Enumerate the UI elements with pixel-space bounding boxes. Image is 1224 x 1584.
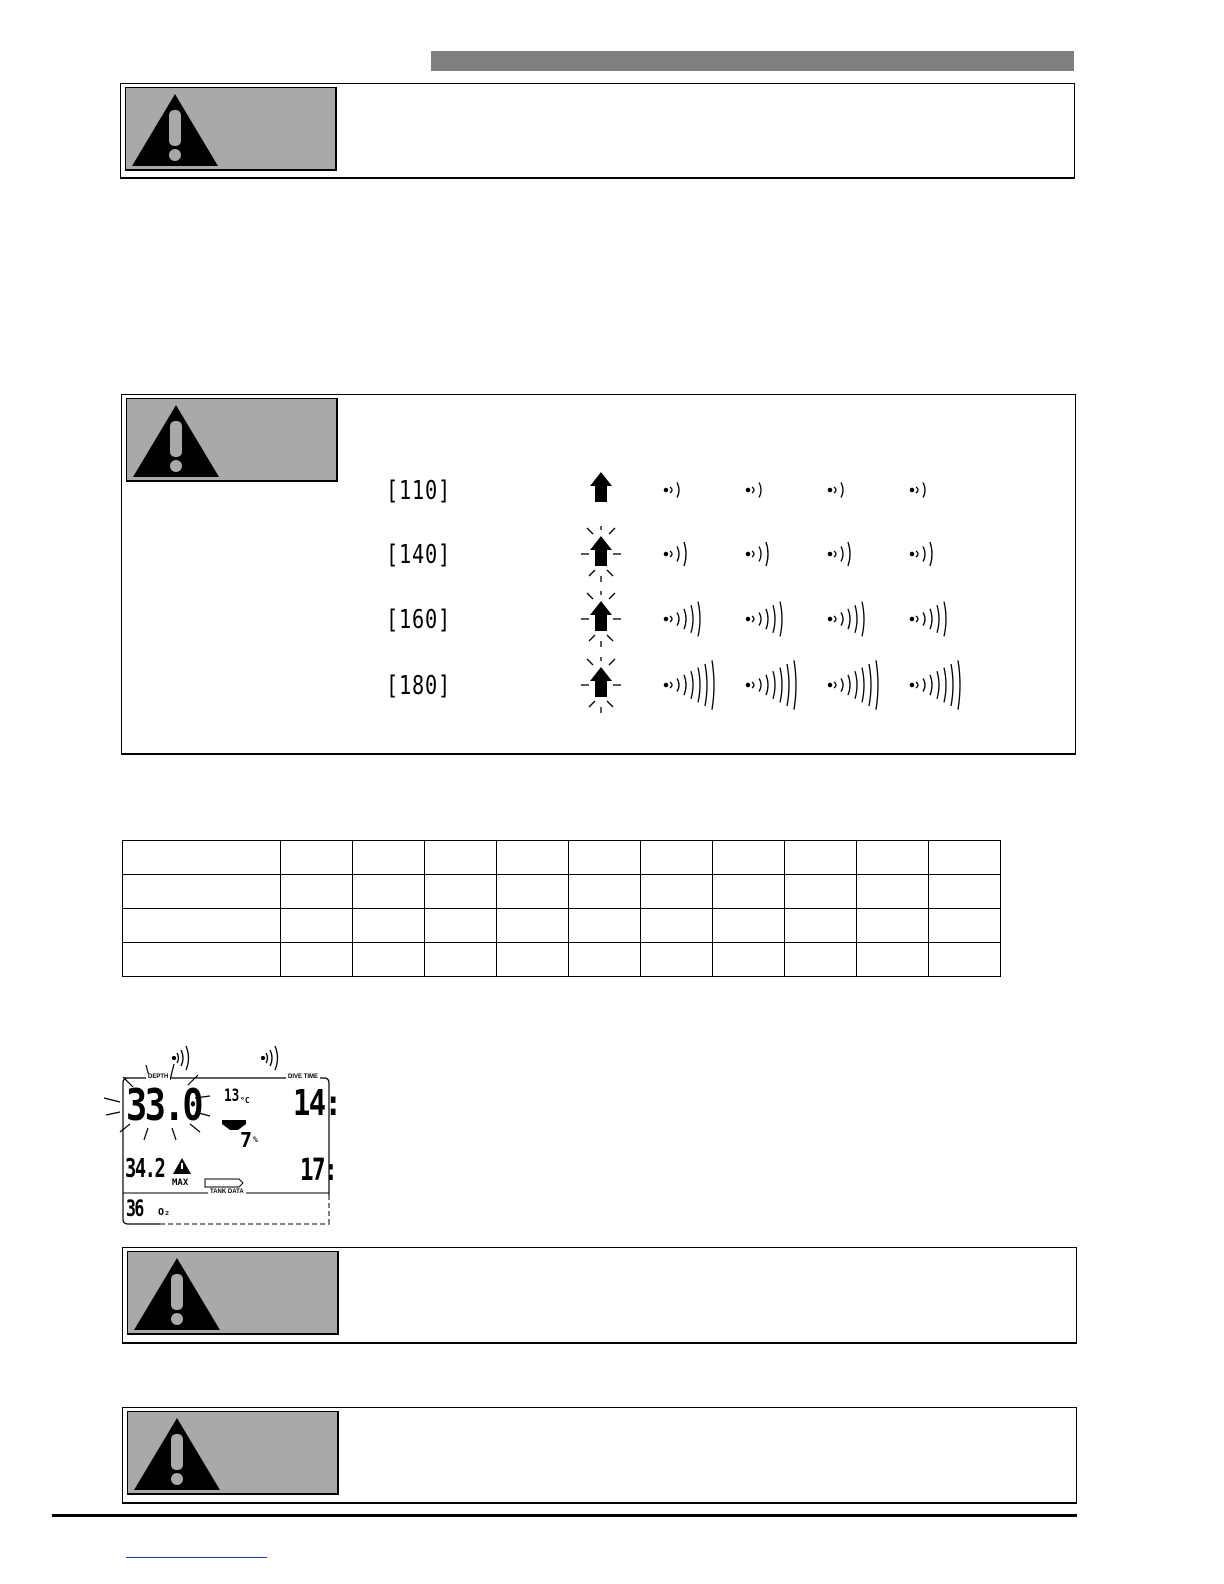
table-cell (425, 943, 497, 977)
sound-wave-icon (746, 542, 768, 566)
table-cell (641, 875, 713, 909)
sound-wave-icon (828, 483, 843, 498)
table-row (123, 909, 1001, 943)
table-cell (281, 909, 353, 943)
table-cell (929, 875, 1001, 909)
table-cell (425, 875, 497, 909)
table-cell (713, 841, 785, 875)
table-cell (281, 943, 353, 977)
row-header-cell (123, 909, 281, 943)
table-cell (569, 875, 641, 909)
dive-time-label: DIVE TIME (288, 1074, 319, 1080)
warning-box-3 (122, 1247, 1077, 1344)
ascent-rate-row (386, 601, 1006, 661)
table-cell (713, 943, 785, 977)
sound-wave-icon (910, 542, 932, 566)
o2-label: O₂ (158, 1207, 171, 1218)
sound-wave-icon (910, 660, 960, 709)
warning-triangle-icon (132, 1416, 222, 1492)
sound-wave-icon (910, 483, 925, 498)
temp-unit: °C (240, 1096, 250, 1105)
sound-wave-icon (910, 602, 946, 637)
tank-data-label: TANK DATA (210, 1189, 244, 1195)
table-cell (281, 841, 353, 875)
bracket-left: [ (386, 476, 399, 506)
table-cell (641, 841, 713, 875)
table-cell (353, 943, 425, 977)
table-cell (497, 943, 569, 977)
table-cell (785, 875, 857, 909)
lcd-display (100, 1040, 340, 1230)
second-time-value: 17: (300, 1153, 337, 1188)
table-cell (857, 943, 929, 977)
table-row (123, 875, 1001, 909)
rate-indicators (386, 526, 1006, 586)
rate-indicators (386, 591, 1006, 651)
bracket-left: [ (386, 605, 399, 635)
sound-wave-icon (746, 602, 782, 637)
sound-wave-icon (173, 1046, 278, 1070)
row-header-cell (123, 875, 281, 909)
row-header-cell (123, 943, 281, 977)
ascent-arrow-icon (590, 601, 612, 631)
table-cell (713, 875, 785, 909)
table-cell (785, 841, 857, 875)
bracket-right: ] (437, 671, 451, 701)
table-cell (641, 909, 713, 943)
percent-value: 7 (240, 1128, 253, 1152)
bracket-left: [ (386, 671, 399, 701)
ascent-rate-row (386, 536, 1006, 596)
max-depth-value: 34.2 (125, 1154, 165, 1184)
sound-wave-icon (828, 660, 878, 709)
sound-wave-icon (664, 602, 700, 637)
warning-box-4 (122, 1407, 1077, 1504)
table-cell (425, 909, 497, 943)
temp-value: 13 (224, 1086, 240, 1106)
table-cell (857, 909, 929, 943)
warning-triangle-icon (130, 92, 220, 168)
depth-value: 33.0 (126, 1080, 202, 1131)
rate-table (122, 840, 1001, 977)
sound-wave-icon (664, 660, 714, 709)
depth-label: DEPTH (148, 1074, 169, 1080)
sound-wave-icon (828, 542, 850, 566)
table-cell (929, 909, 1001, 943)
table-cell (785, 909, 857, 943)
rate-value: 110 (398, 476, 438, 506)
sound-wave-icon (746, 483, 761, 498)
table-cell (641, 943, 713, 977)
rate-indicators (386, 657, 1006, 717)
sound-wave-icon (828, 602, 864, 637)
warning-panel (127, 1411, 339, 1495)
table-cell (425, 841, 497, 875)
table-cell (281, 875, 353, 909)
ascent-arrow-icon (590, 667, 612, 697)
table-row (123, 841, 1001, 875)
bracket-right: ] (437, 605, 451, 635)
bracket-right: ] (437, 540, 451, 570)
ascent-rate-row (386, 472, 1006, 532)
table-cell (785, 943, 857, 977)
table-cell (929, 841, 1001, 875)
warning-triangle-icon (131, 403, 221, 479)
rate-value: 140 (398, 540, 438, 570)
o2-value: 36 (126, 1197, 143, 1222)
table-cell (497, 841, 569, 875)
table-row (123, 943, 1001, 977)
rate-indicators (386, 462, 1006, 522)
warning-box-1 (120, 83, 1075, 179)
bracket-right: ] (437, 476, 451, 506)
max-label: MAX (172, 1178, 189, 1188)
table-cell (713, 909, 785, 943)
percent-unit: % (253, 1135, 258, 1144)
ascent-rate-row (386, 667, 1006, 727)
row-header-cell (123, 841, 281, 875)
ascent-arrow-icon (590, 536, 612, 566)
rate-value: 160 (398, 605, 438, 635)
table-cell (497, 875, 569, 909)
table-cell (569, 943, 641, 977)
warning-panel (127, 1251, 339, 1335)
footer-rule (52, 1514, 1077, 1517)
ascent-arrow-icon (590, 472, 612, 502)
sound-wave-icon (664, 483, 679, 498)
rate-value: 180 (398, 671, 438, 701)
sound-wave-icon (746, 660, 796, 709)
warning-panel (126, 398, 338, 482)
sound-wave-icon (664, 542, 686, 566)
table-cell (353, 909, 425, 943)
warning-triangle-icon (132, 1256, 222, 1332)
table-cell (497, 909, 569, 943)
table-cell (353, 841, 425, 875)
warning-panel (125, 87, 337, 171)
footer-link[interactable] (126, 1557, 267, 1558)
bracket-left: [ (386, 540, 399, 570)
dive-time-value: 14: (293, 1083, 341, 1124)
table-cell (929, 943, 1001, 977)
table-cell (353, 875, 425, 909)
table-cell (569, 909, 641, 943)
table-cell (569, 841, 641, 875)
table-cell (857, 841, 929, 875)
header-bar (431, 51, 1074, 71)
table-cell (857, 875, 929, 909)
